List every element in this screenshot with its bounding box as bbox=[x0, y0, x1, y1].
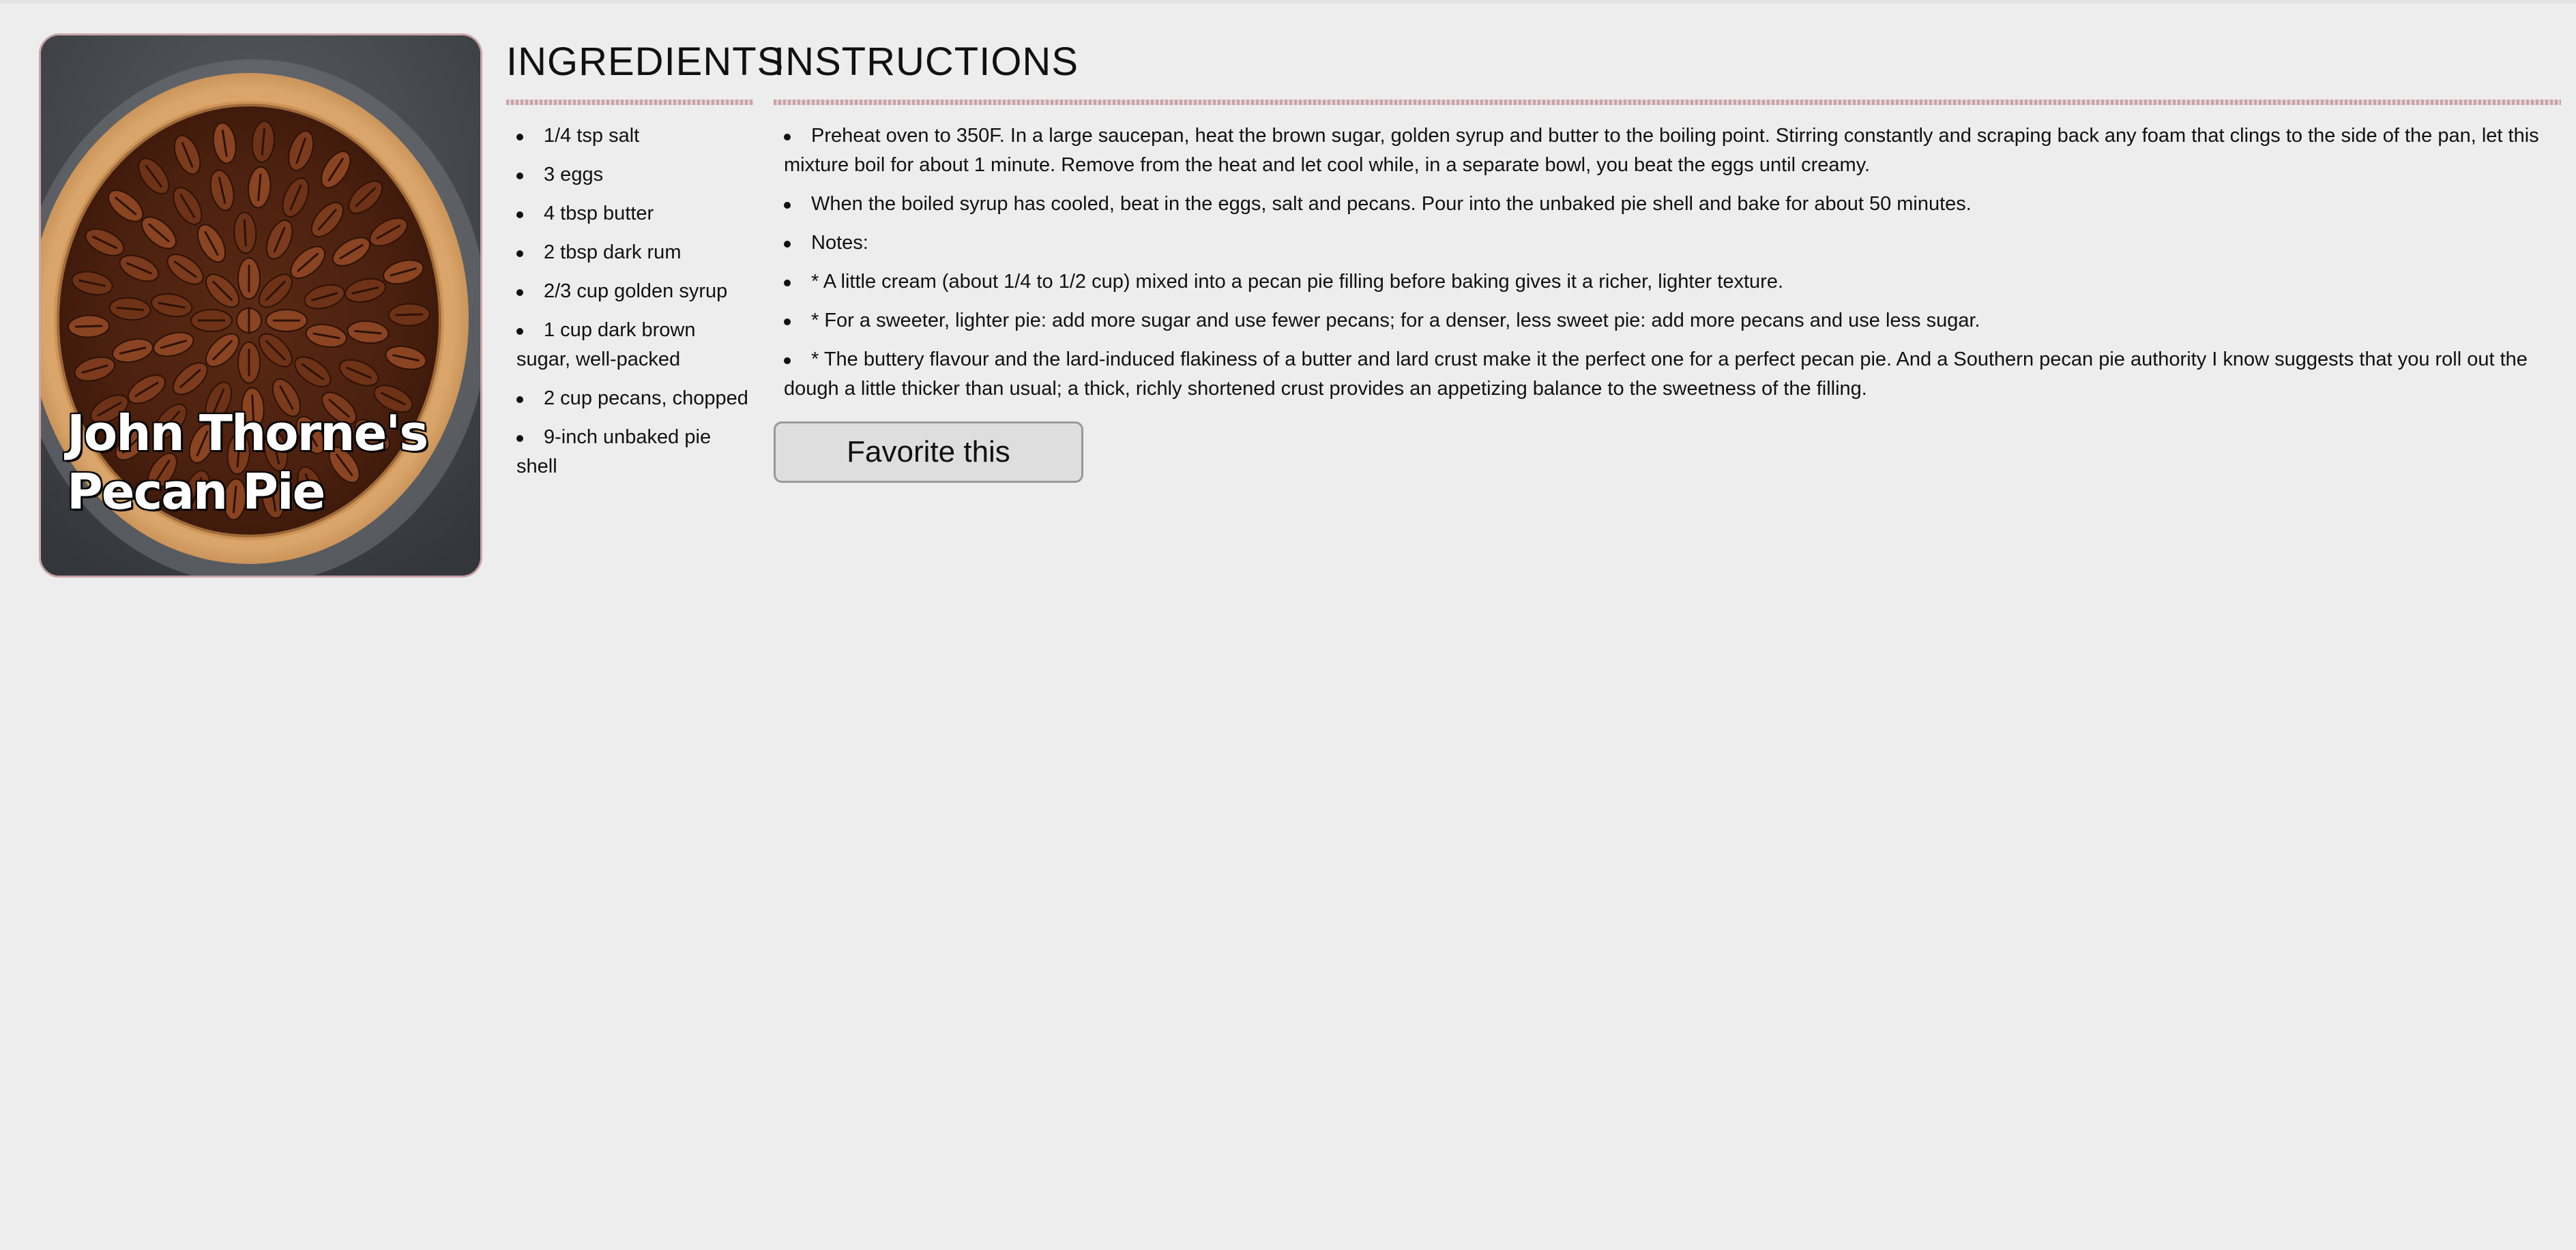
recipe-title: John Thorne's Pecan Pie bbox=[67, 404, 428, 520]
instruction-step-text: Preheat oven to 350F. In a large saucepan, heat the brown sugar, golden syrup and butter to the boiling point. Stirring constantly and scraping back any foam that clings to the side of the pan, let this mixture boil for about 1 minute. Remove from the heat and let cool while, in a separate bowl, you beat the eggs until creamy. bbox=[784, 125, 2539, 176]
ingredient-item-text: 4 tbsp butter bbox=[544, 203, 654, 224]
instruction-step-text: * A little cream (about 1/4 to 1/2 cup) mixed into a pecan pie filling before baking gives it a richer, lighter texture. bbox=[811, 271, 1784, 293]
instruction-step-text: * For a sweeter, lighter pie: add more sugar and use fewer pecans; for a denser, less sweet pie: add more pecans and use less sugar. bbox=[811, 310, 1980, 331]
ingredient-item-text: 2/3 cup golden syrup bbox=[544, 280, 728, 302]
instruction-step bbox=[774, 306, 2561, 336]
pecan-groove bbox=[396, 314, 423, 315]
ingredient-item bbox=[506, 423, 753, 481]
ingredient-item-text: 1 cup dark brown sugar, well-packed bbox=[516, 319, 696, 370]
ingredient-item-text: 1/4 tsp salt bbox=[544, 125, 640, 147]
favorite-button[interactable]: Favorite this bbox=[774, 421, 1083, 483]
top-border bbox=[0, 0, 2576, 3]
ingredients-list bbox=[506, 121, 753, 481]
instruction-step-text: When the boiled syrup has cooled, beat in the eggs, salt and pecans. Pour into the unbaked pie shell and bake for about 50 minutes. bbox=[811, 193, 1972, 215]
ingredient-item-text: 9-inch unbaked pie shell bbox=[516, 426, 712, 477]
recipe-card[interactable] bbox=[39, 33, 482, 578]
ingredients-divider bbox=[506, 100, 753, 105]
instruction-step bbox=[774, 228, 2561, 258]
ingredients-section bbox=[506, 35, 785, 491]
ingredient-item bbox=[506, 121, 753, 151]
instruction-step-text: * The buttery flavour and the lard-induced flakiness of a butter and lard crust make it the perfect one for a perfect pecan pie. And a Southern pecan pie authority I know suggests that you roll out the dough a little thicker than usual; a thick, richly shortened crust provides an appetizing balance to the sweetness of the filling. bbox=[784, 348, 2528, 400]
ingredient-item bbox=[506, 199, 753, 228]
instructions-divider bbox=[774, 100, 2561, 105]
ingredient-item bbox=[506, 160, 753, 190]
instruction-step bbox=[774, 190, 2561, 219]
instructions-section bbox=[774, 35, 2561, 413]
ingredients-heading: INGREDIENTS bbox=[506, 40, 785, 84]
instruction-step bbox=[774, 345, 2561, 404]
ingredient-item bbox=[506, 384, 753, 413]
ingredient-item-text: 3 eggs bbox=[544, 164, 604, 185]
instructions-heading: INSTRUCTIONS bbox=[774, 40, 1079, 84]
instructions-list bbox=[774, 121, 2561, 404]
pecan-groove bbox=[244, 219, 246, 246]
instruction-step bbox=[774, 267, 2561, 297]
ingredient-item-text: 2 cup pecans, chopped bbox=[544, 387, 748, 409]
ingredient-item bbox=[506, 316, 753, 374]
pecan-groove bbox=[75, 326, 102, 327]
ingredient-item-text: 2 tbsp dark rum bbox=[544, 241, 682, 263]
ingredient-item bbox=[506, 277, 753, 306]
instruction-step bbox=[774, 121, 2561, 180]
ingredient-item bbox=[506, 238, 753, 267]
instruction-step-text: Notes: bbox=[811, 232, 868, 254]
